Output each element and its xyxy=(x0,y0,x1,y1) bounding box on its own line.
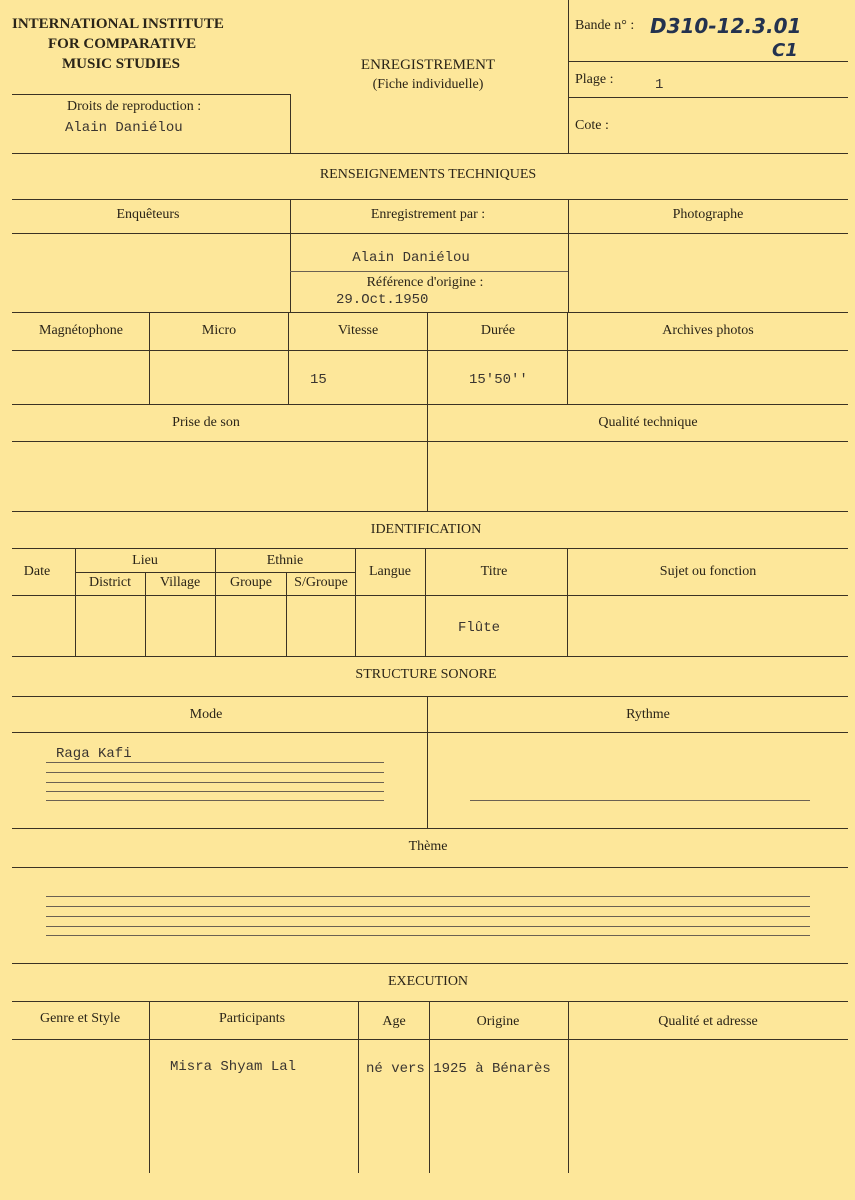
bande-label: Bande n° : xyxy=(575,18,635,33)
divider xyxy=(75,548,76,656)
col-titre: Titre xyxy=(480,564,508,579)
divider xyxy=(568,1001,569,1173)
mode-value: Raga Kafi xyxy=(56,746,132,762)
rule xyxy=(46,906,810,907)
rule xyxy=(12,199,848,200)
col-sujet: Sujet ou fonction xyxy=(659,564,757,579)
col-date: Date xyxy=(23,564,51,579)
rights-value: Alain Daniélou xyxy=(65,120,183,136)
recorded-by-value: Alain Daniélou xyxy=(352,250,470,266)
rule xyxy=(46,926,810,927)
duree-value: 15'50'' xyxy=(469,372,528,388)
divider xyxy=(149,1001,150,1173)
section-technical: RENSEIGNEMENTS TECHNIQUES xyxy=(319,167,537,182)
col-prise: Prise de son xyxy=(172,415,240,430)
section-identification: IDENTIFICATION xyxy=(370,522,482,537)
rule xyxy=(12,867,848,868)
rule xyxy=(46,762,384,763)
rule xyxy=(46,935,810,936)
divider xyxy=(149,312,150,404)
divider xyxy=(215,548,216,656)
col-theme: Thème xyxy=(408,839,448,854)
reference-label: Référence d'origine : xyxy=(366,275,484,290)
col-vitesse: Vitesse xyxy=(337,323,379,338)
rule xyxy=(12,350,848,351)
rule xyxy=(12,1039,848,1040)
rule xyxy=(46,772,384,773)
institute-line2: FOR COMPARATIVE xyxy=(48,36,197,52)
col-qualite-adresse: Qualité et adresse xyxy=(658,1014,758,1029)
rule xyxy=(46,916,810,917)
divider xyxy=(145,572,146,656)
rule xyxy=(12,696,848,697)
section-execution: EXECUTION xyxy=(387,974,469,989)
divider xyxy=(429,1001,430,1173)
rule xyxy=(12,511,848,512)
col-village: Village xyxy=(159,575,201,590)
rule xyxy=(12,656,848,657)
col-micro: Micro xyxy=(201,323,237,338)
col-archives: Archives photos xyxy=(662,323,754,338)
origin-value: né vers 1925 à Bénarès xyxy=(366,1061,551,1077)
rights-label: Droits de reproduction : xyxy=(67,99,202,114)
divider xyxy=(427,404,428,511)
rights-rule xyxy=(12,94,290,95)
divider xyxy=(290,199,291,312)
rule xyxy=(12,312,848,313)
bande-value: D310-12.3.01 xyxy=(650,14,802,38)
divider xyxy=(358,1001,359,1173)
institute-line1: INTERNATIONAL INSTITUTE xyxy=(12,16,224,32)
rule xyxy=(12,548,848,549)
rule xyxy=(46,782,384,783)
rule xyxy=(290,271,568,272)
col-qualite: Qualité technique xyxy=(598,415,698,430)
rule xyxy=(12,404,848,405)
col-duree: Durée xyxy=(480,323,516,338)
rule xyxy=(12,963,848,964)
cote-rule xyxy=(568,97,848,98)
cote-label: Cote : xyxy=(575,118,609,133)
titre-value: Flûte xyxy=(458,620,501,636)
col-age: Age xyxy=(382,1014,406,1029)
rule xyxy=(12,732,848,733)
col-enregistrement: Enregistrement par : xyxy=(370,207,486,222)
divider xyxy=(427,696,428,828)
rule xyxy=(12,828,848,829)
header-subtitle: (Fiche individuelle) xyxy=(372,77,484,92)
plage-rule xyxy=(568,61,848,62)
rule xyxy=(215,572,355,573)
col-participants: Participants xyxy=(218,1011,286,1026)
col-mode: Mode xyxy=(189,707,223,722)
header-bottom-rule xyxy=(12,153,848,154)
col-origine: Origine xyxy=(476,1014,520,1029)
col-district: District xyxy=(89,575,131,590)
plage-value: 1 xyxy=(655,77,664,93)
divider xyxy=(288,312,289,404)
col-lieu: Lieu xyxy=(132,553,158,568)
participant-value: Misra Shyam Lal xyxy=(170,1059,297,1075)
col-enqueteurs: Enquêteurs xyxy=(116,207,180,222)
divider xyxy=(427,312,428,404)
header-title: ENREGISTREMENT xyxy=(360,57,496,73)
plage-label: Plage : xyxy=(575,72,614,87)
col-ethnie: Ethnie xyxy=(266,553,304,568)
rule xyxy=(46,791,384,792)
vitesse-value: 15 xyxy=(310,372,327,388)
rights-divider xyxy=(290,94,291,153)
divider xyxy=(567,548,568,656)
col-rythme: Rythme xyxy=(626,707,670,722)
header-divider xyxy=(568,0,569,153)
divider xyxy=(567,312,568,404)
divider xyxy=(568,199,569,312)
bande-value-2: C1 xyxy=(772,40,798,61)
divider xyxy=(286,572,287,656)
rule xyxy=(46,800,384,801)
rule xyxy=(12,595,848,596)
col-langue: Langue xyxy=(369,564,411,579)
reference-value: 29.Oct.1950 xyxy=(336,292,429,308)
col-genre: Genre et Style xyxy=(39,1011,121,1026)
rule xyxy=(12,233,848,234)
col-magnetophone: Magnétophone xyxy=(39,323,123,338)
divider xyxy=(355,548,356,656)
col-photographe: Photographe xyxy=(672,207,744,222)
rule xyxy=(46,896,810,897)
rule xyxy=(12,1001,848,1002)
col-sgroupe: S/Groupe xyxy=(294,575,348,590)
rule xyxy=(12,441,848,442)
section-structure: STRUCTURE SONORE xyxy=(355,667,497,682)
institute-line3: MUSIC STUDIES xyxy=(62,56,180,72)
divider xyxy=(425,548,426,656)
rule xyxy=(470,800,810,801)
col-groupe: Groupe xyxy=(230,575,272,590)
